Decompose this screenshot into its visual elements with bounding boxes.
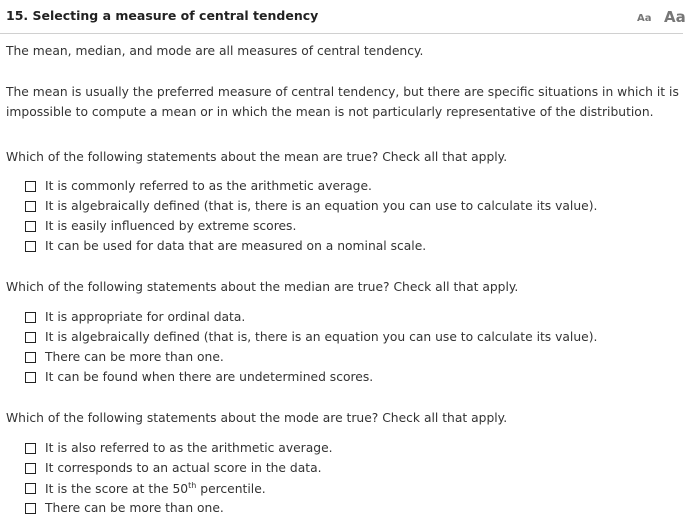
checkbox[interactable]: [25, 503, 36, 514]
mode-option-4[interactable]: [25, 498, 224, 518]
option-label: It can be found when there are undetermined scores.: [45, 370, 374, 384]
checkbox[interactable]: [25, 463, 36, 474]
option-label: It is also referred to as the arithmetic average.: [45, 441, 333, 455]
option-label-text: It is the score at the 50: [45, 481, 189, 496]
mode-option-1[interactable]: [25, 438, 333, 458]
option-label: [45, 481, 266, 496]
checkbox[interactable]: [25, 483, 36, 494]
median-option-4[interactable]: [25, 367, 373, 387]
increase-font-size-button[interactable]: Aa: [664, 8, 686, 26]
option-label: There can be more than one.: [45, 501, 224, 515]
question-title: 15. Selecting a measure of central tendency: [6, 8, 319, 23]
mean-option-4[interactable]: [25, 236, 426, 256]
mean-option-1[interactable]: [25, 176, 372, 196]
checkbox[interactable]: [25, 241, 36, 252]
option-label: It is algebraically defined (that is, there is an equation you can use to calculate its value).: [45, 330, 598, 344]
median-option-2[interactable]: [25, 327, 597, 347]
option-label-text-end: percentile.: [196, 481, 266, 496]
checkbox[interactable]: [25, 332, 36, 343]
median-option-1[interactable]: [25, 307, 245, 327]
checkbox[interactable]: [25, 201, 36, 212]
option-label: There can be more than one.: [45, 350, 224, 364]
option-label: It is commonly referred to as the arithmetic average.: [45, 179, 372, 193]
mean-option-2[interactable]: [25, 196, 597, 216]
checkbox[interactable]: [25, 312, 36, 323]
option-label: It is appropriate for ordinal data.: [45, 310, 246, 324]
intro-text: The mean, median, and mode are all measures of central tendency.: [6, 44, 424, 58]
decrease-font-size-button[interactable]: Aa: [637, 13, 652, 24]
option-label: It corresponds to an actual score in the data.: [45, 461, 322, 475]
question-prompt-mean: Which of the following statements about the mean are true? Check all that apply.: [6, 150, 508, 164]
checkbox[interactable]: [25, 372, 36, 383]
mode-option-2[interactable]: [25, 458, 322, 478]
paragraph-line-1: The mean is usually the preferred measure of central tendency, but there are specific situations in which it is: [6, 85, 679, 99]
question-prompt-median: Which of the following statements about the median are true? Check all that apply.: [6, 280, 519, 294]
checkbox[interactable]: [25, 352, 36, 363]
median-option-3[interactable]: [25, 347, 224, 367]
mode-option-3[interactable]: [25, 478, 266, 498]
option-label: It is algebraically defined (that is, there is an equation you can use to calculate its value).: [45, 199, 598, 213]
checkbox[interactable]: [25, 443, 36, 454]
question-prompt-mode: Which of the following statements about the mode are true? Check all that apply.: [6, 411, 508, 425]
ordinal-suffix: th: [188, 480, 197, 490]
option-label: It is easily influenced by extreme scores.: [45, 219, 297, 233]
paragraph-line-2: impossible to compute a mean or in which the mean is not particularly representative of the distribution.: [6, 105, 654, 119]
mean-option-3[interactable]: [25, 216, 296, 236]
question-header: [0, 0, 686, 34]
option-label: It can be used for data that are measured on a nominal scale.: [45, 239, 427, 253]
checkbox[interactable]: [25, 181, 36, 192]
checkbox[interactable]: [25, 221, 36, 232]
